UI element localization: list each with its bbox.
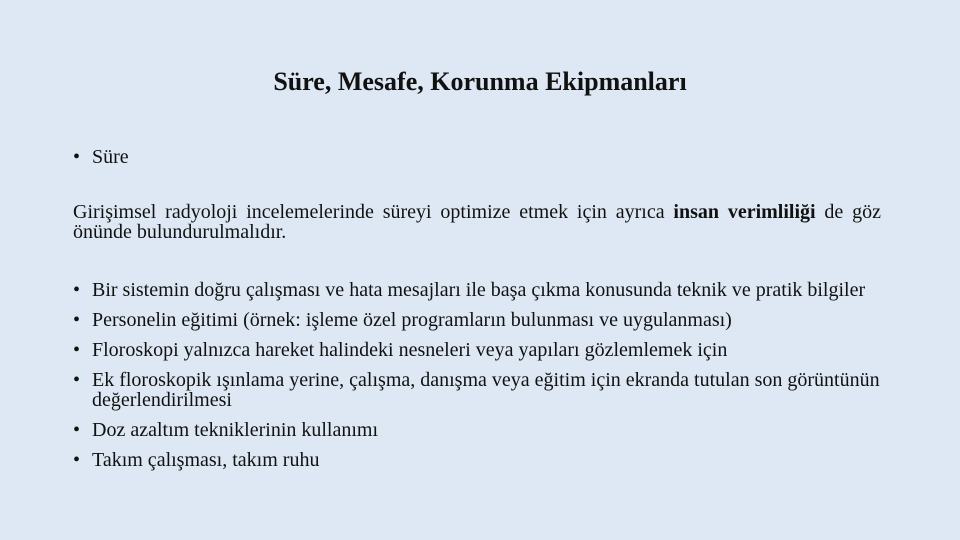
list-item <box>73 370 885 410</box>
bullet-text: Süre <box>92 146 129 168</box>
bullet-dot: • <box>73 369 81 391</box>
bullet-text: Doz azaltım tekniklerinin kullanımı <box>92 419 379 441</box>
bullet-text: Bir sistemin doğru çalışması ve hata mesajları ile başa çıkma konusunda teknik ve pratik bilgiler <box>92 279 866 301</box>
bullet-dot: • <box>73 279 81 301</box>
bullet-text: Ek floroskopik ışınlama yerine, çalışma, danışma veya eğitim için ekranda tutulan son görüntünün değerlendirilmesi <box>92 369 880 411</box>
bullet-text: Personelin eğitimi (örnek: işleme özel programların bulunması ve uygulanması) <box>92 309 732 331</box>
bullet-text: Takım çalışması, takım ruhu <box>92 449 320 471</box>
paragraph-text-end: de göz önünde bulundurulmalıdır. <box>73 201 881 243</box>
body-paragraph <box>73 202 881 242</box>
bullet-dot: • <box>73 419 81 441</box>
list-item <box>73 280 885 300</box>
bullet-dot: • <box>73 339 81 361</box>
bullet-dot: • <box>73 146 81 168</box>
bullet-list <box>73 280 885 480</box>
list-item <box>73 450 885 470</box>
top-bullet-list <box>73 145 883 179</box>
bullet-dot: • <box>73 309 81 331</box>
paragraph-text: Girişimsel radyoloji incelemelerinde süreyi optimize etmek için ayrıca <box>73 201 674 223</box>
list-item <box>73 340 885 360</box>
list-item <box>73 310 885 330</box>
bullet-dot: • <box>73 449 81 471</box>
slide-title: Süre, Mesafe, Korunma Ekipmanları <box>273 67 687 96</box>
list-item <box>73 145 883 169</box>
paragraph-bold-text: insan verimliliği <box>673 201 816 223</box>
list-item <box>73 420 885 440</box>
bullet-text: Floroskopi yalnızca hareket halindeki nesneleri veya yapıları gözlemlemek için <box>92 339 728 361</box>
